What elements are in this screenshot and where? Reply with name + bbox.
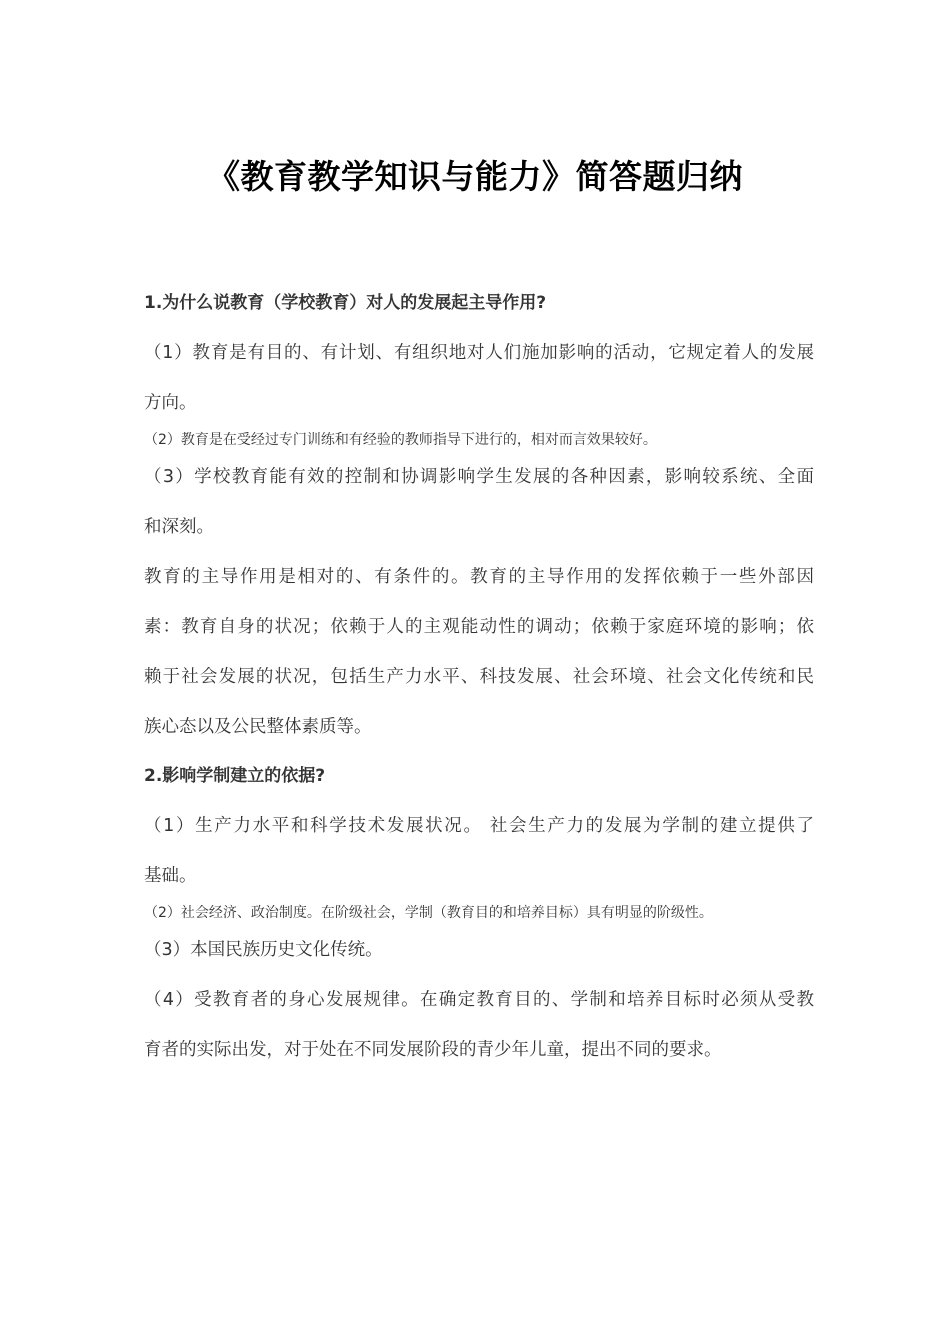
q1-note-line-1: 教育的主导作用是相对的、有条件的。教育的主导作用的发挥依赖于一些外部因: [144, 567, 814, 587]
q2-point-3: （3）本国民族历史文化传统。: [144, 940, 383, 960]
q1-point-3-line-1: （3）学校教育能有效的控制和协调影响学生发展的各种因素，影响较系统、全面: [144, 467, 814, 487]
q1-point-2: （2）教育是在受经过专门训练和有经验的教师指导下进行的，相对而言效果较好。: [144, 432, 657, 448]
q1-point-1-line-2: 方向。: [144, 393, 197, 413]
q1-note-line-3: 赖于社会发展的状况，包括生产力水平、科技发展、社会环境、社会文化传统和民: [144, 667, 814, 687]
question-2-heading: 2.影响学制建立的依据?: [144, 766, 326, 786]
q2-point-1-line-1: （1）生产力水平和科学技术发展状况。 社会生产力的发展为学制的建立提供了: [144, 816, 814, 836]
q2-point-4-line-1: （4）受教育者的身心发展规律。在确定教育目的、学制和培养目标时必须从受教: [144, 990, 814, 1010]
question-1-heading: 1.为什么说教育（学校教育）对人的发展起主导作用?: [144, 293, 547, 313]
q1-point-1-line-1: （1）教育是有目的、有计划、有组织地对人们施加影响的活动，它规定着人的发展: [144, 343, 814, 363]
q1-note-line-2: 素：教育自身的状况；依赖于人的主观能动性的调动；依赖于家庭环境的影响；依: [144, 617, 814, 637]
q2-point-4-line-2: 育者的实际出发，对于处在不同发展阶段的青少年儿童，提出不同的要求。: [144, 1040, 722, 1060]
q2-point-2: （2）社会经济、政治制度。在阶级社会，学制（教育目的和培养目标）具有明显的阶级性。: [144, 905, 713, 921]
q2-point-1-line-2: 基础。: [144, 866, 197, 886]
document-title: 《教育教学知识与能力》简答题归纳: [207, 157, 743, 196]
q1-note-line-4: 族心态以及公民整体素质等。: [144, 717, 372, 737]
q1-point-3-line-2: 和深刻。: [144, 517, 214, 537]
